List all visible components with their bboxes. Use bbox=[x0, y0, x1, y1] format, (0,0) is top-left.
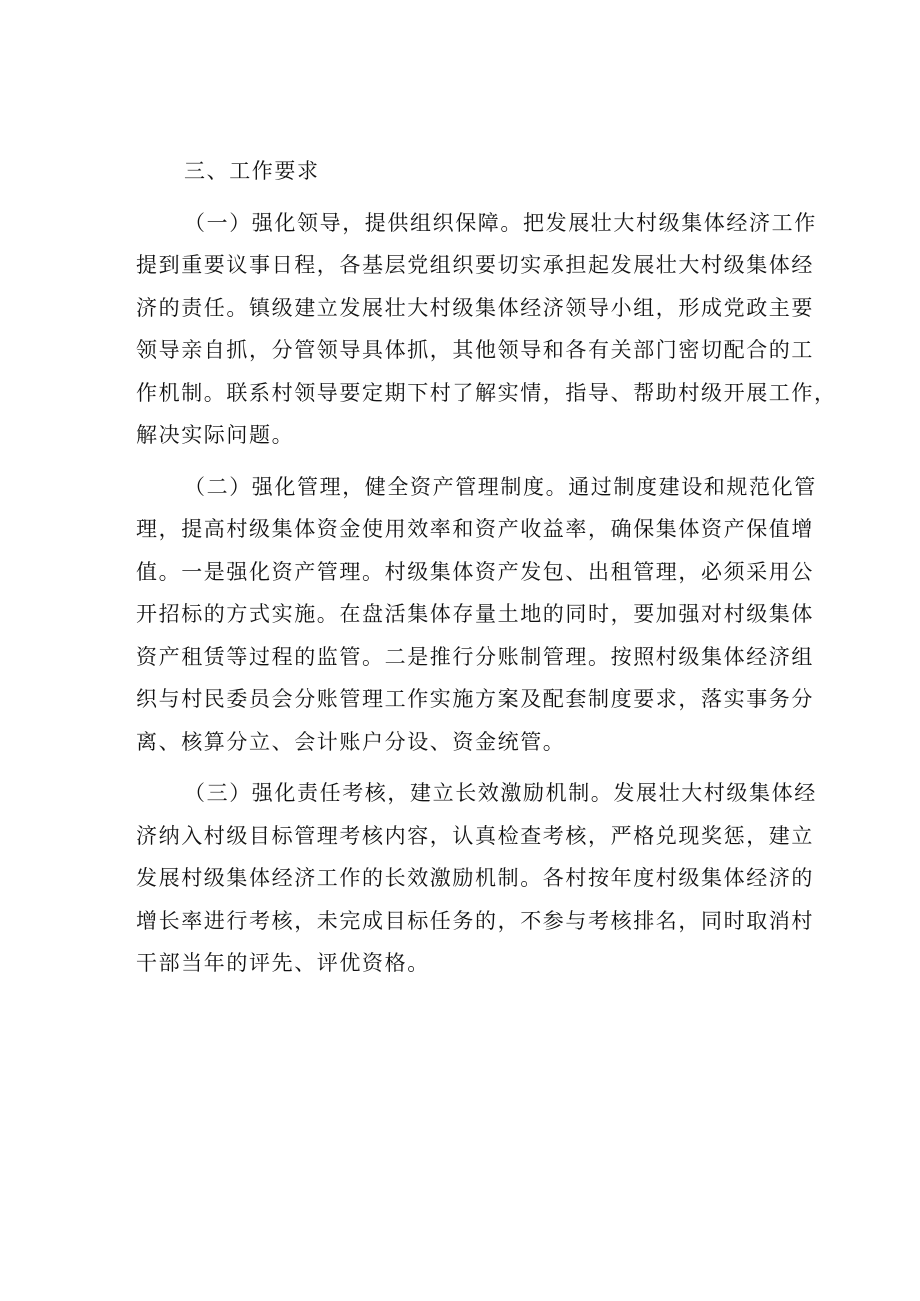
paragraph-line: 提到重要议事日程，各基层党组织要切实承担起发展壮大村级集体经 bbox=[136, 253, 814, 277]
document-body bbox=[136, 150, 837, 985]
paragraph-3 bbox=[136, 772, 817, 985]
paragraph-line: （二）强化管理，健全资产管理制度。通过制度建设和规范化管 bbox=[184, 474, 817, 499]
spacer bbox=[136, 193, 796, 202]
paragraph-line: 济的责任。镇级建立发展壮大村级集体经济领导小组，形成党政主要 bbox=[136, 295, 814, 320]
paragraph-2 bbox=[136, 466, 817, 764]
paragraph-line: 离、核算分立、会计账户分设、资金统管。 bbox=[136, 729, 566, 754]
paragraph-line: 作机制。联系村领导要定期下村了解实情，指导、帮助村级开展工作， bbox=[136, 380, 837, 405]
paragraph-line: 织与村民委员会分账管理工作实施方案及配套制度要求，落实事务分 bbox=[136, 687, 814, 711]
paragraph-line: 值。一是强化资产管理。村级集体资产发包、出租管理，必须采用公 bbox=[136, 559, 814, 584]
paragraph-line: 理，提高村级集体资金使用效率和资产收益率，确保集体资产保值增 bbox=[136, 517, 814, 541]
spacer bbox=[136, 763, 796, 772]
paragraph-line: （一）强化领导，提供组织保障。把发展壮大村级集体经济工作 bbox=[184, 210, 817, 235]
paragraph-line: 干部当年的评先、评优资格。 bbox=[136, 951, 430, 975]
paragraph-line: 济纳入村级目标管理考核内容，认真检查考核，严格兑现奖惩，建立 bbox=[136, 823, 814, 848]
paragraph-line: 发展村级集体经济工作的长效激励机制。各村按年度村级集体经济的 bbox=[136, 866, 814, 890]
paragraph-line: 开招标的方式实施。在盘活集体存量土地的同时，要加强对村级集体 bbox=[136, 602, 814, 626]
spacer bbox=[136, 457, 796, 466]
paragraph-line: 解决实际问题。 bbox=[136, 423, 295, 447]
paragraph-line: 增长率进行考核，未完成目标任务的，不参与考核排名，同时取消村 bbox=[136, 908, 814, 933]
paragraph-line: 资产租赁等过程的监管。二是推行分账制管理。按照村级集体经济组 bbox=[136, 644, 814, 669]
paragraph-line: 领导亲自抓，分管领导具体抓，其他领导和各有关部门密切配合的工 bbox=[136, 338, 814, 362]
paragraph-line: （三）强化责任考核，建立长效激励机制。发展壮大村级集体经 bbox=[184, 781, 817, 805]
paragraph-1 bbox=[136, 202, 837, 457]
section-heading: 三、工作要求 bbox=[184, 159, 320, 183]
